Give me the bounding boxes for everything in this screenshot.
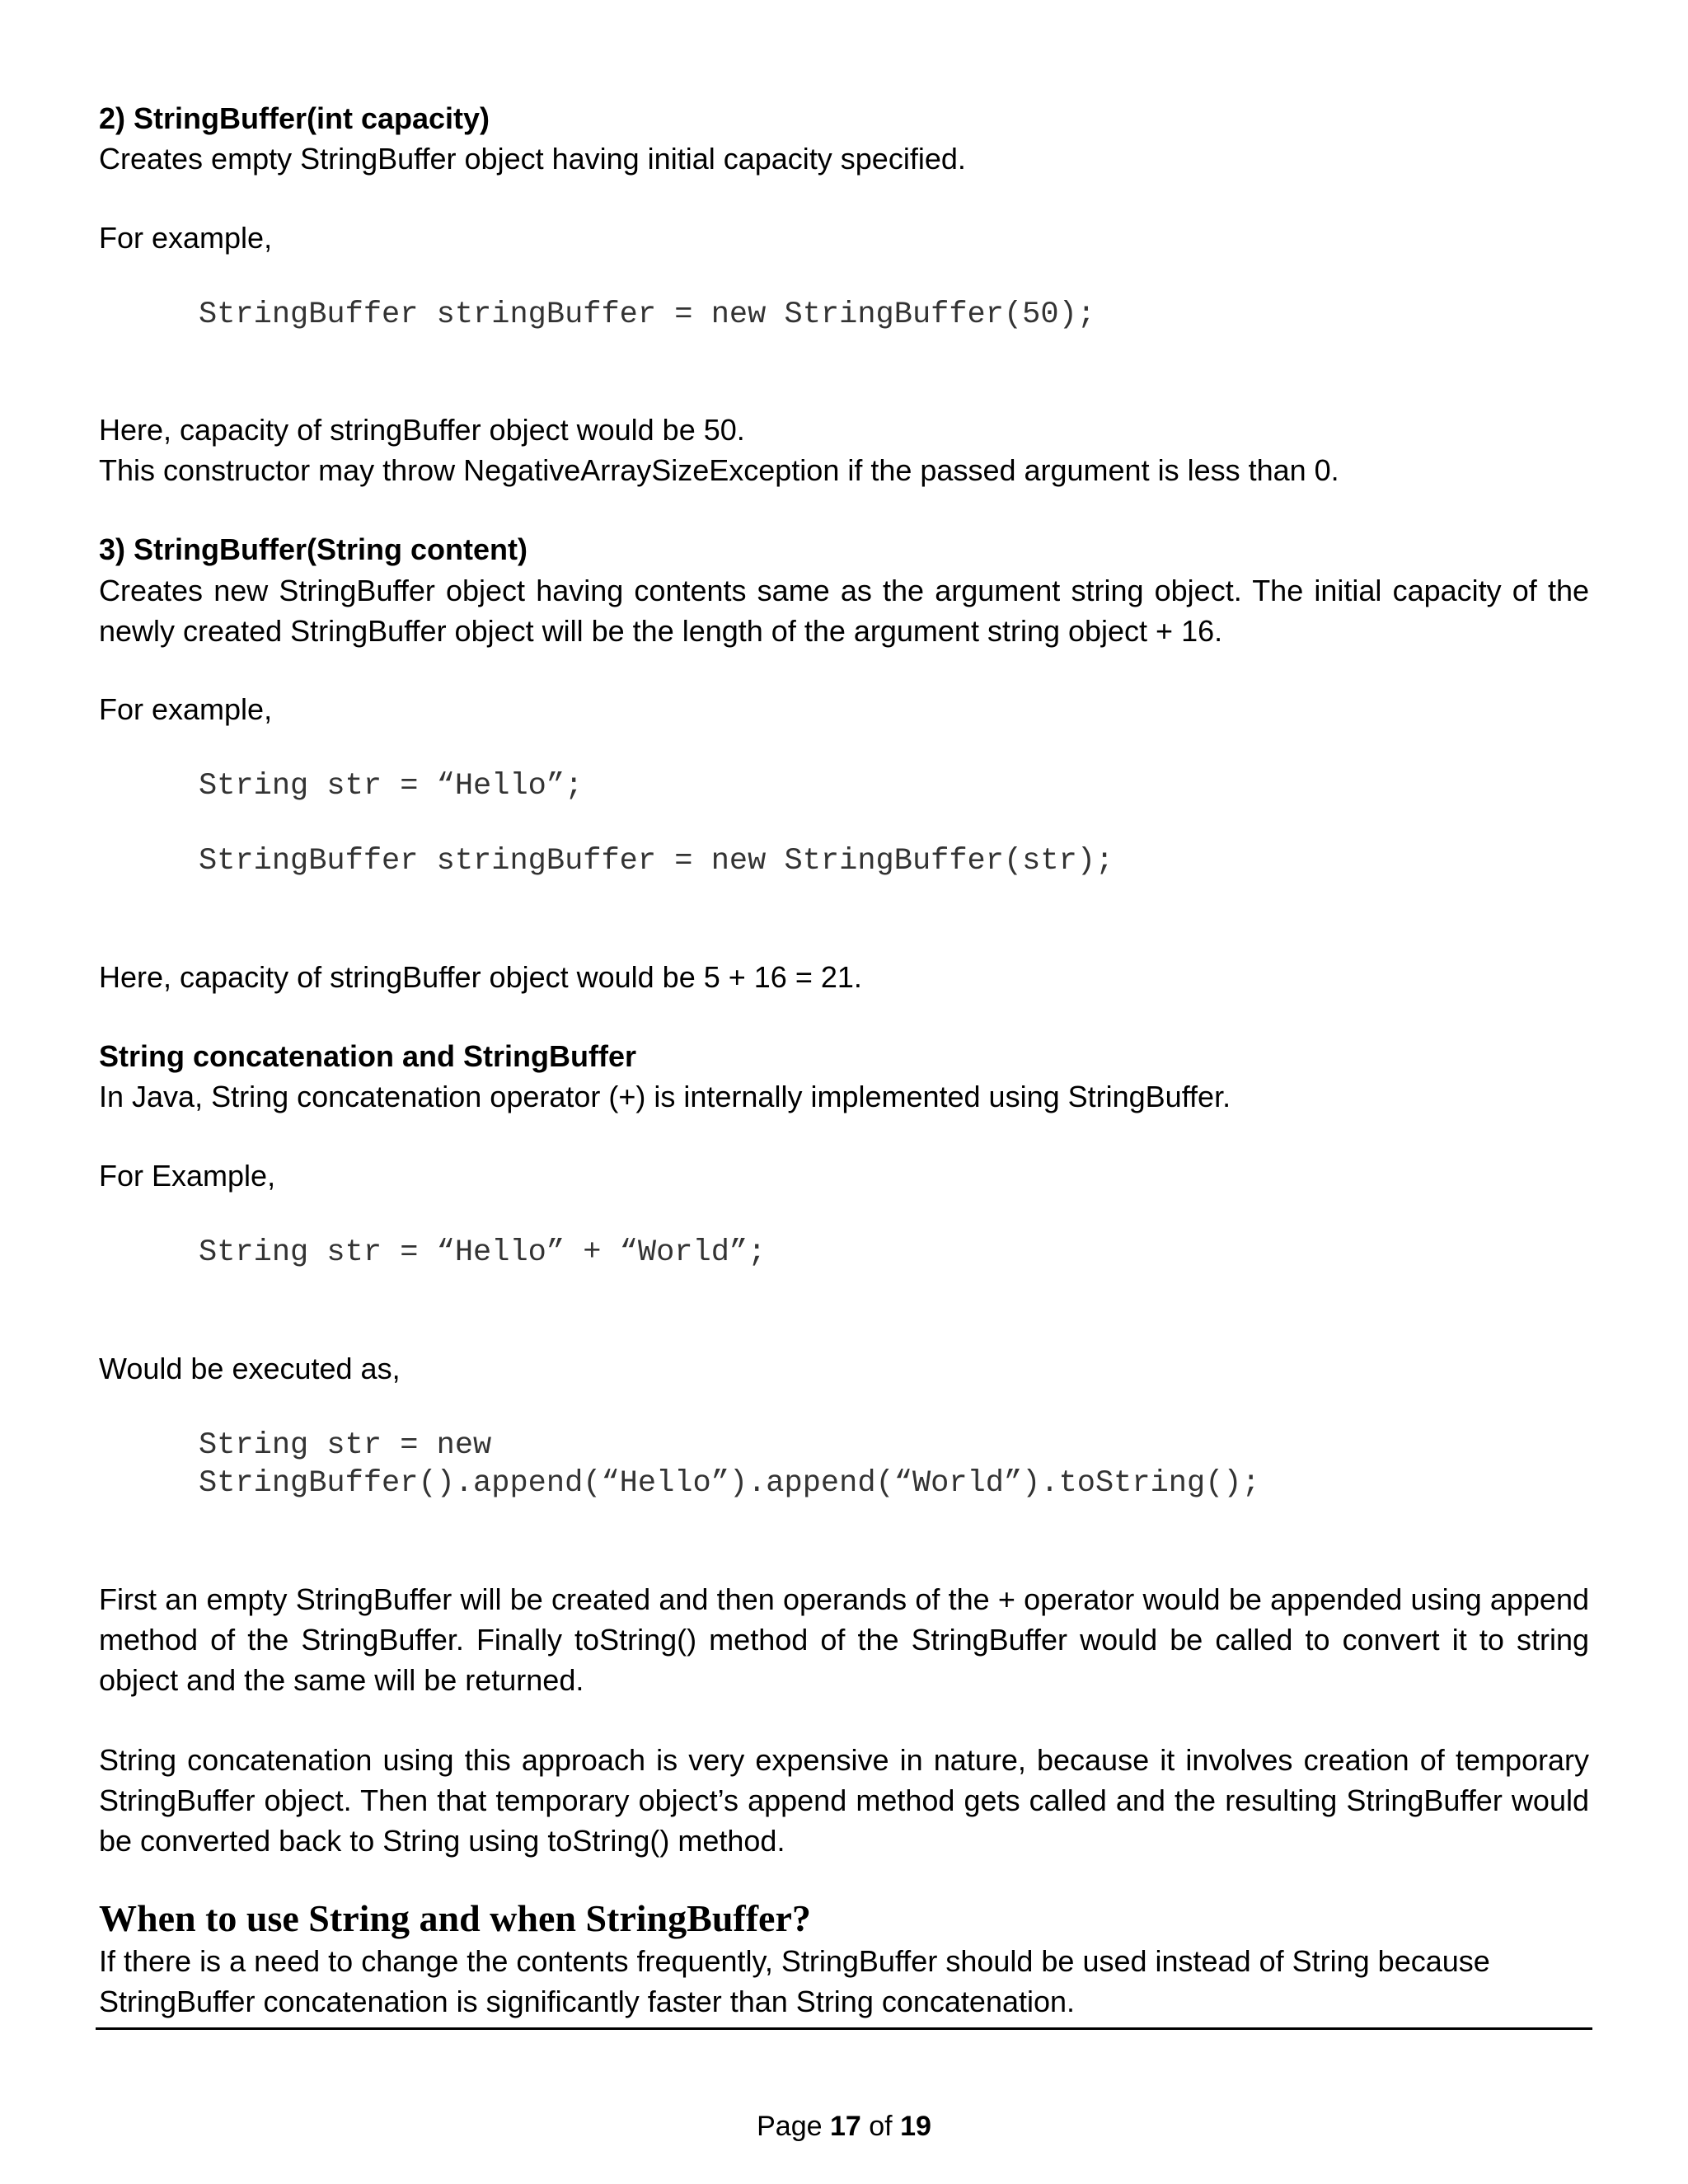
section3-code-line-2: StringBuffer stringBuffer = new StringBuffer(str);	[199, 844, 1114, 879]
footer-current-page: 17	[829, 2111, 861, 2142]
concat-code-line: String str = “Hello” + “World”;	[199, 1235, 767, 1270]
when-line-1: If there is a need to change the contents frequently, StringBuffer should be used instead of String because	[99, 1944, 1490, 1978]
section2-description: Creates empty StringBuffer object having initial capacity specified.	[99, 142, 966, 176]
section-heading-string-concatenation: String concatenation and StringBuffer	[99, 1039, 637, 1073]
section2-note-capacity: Here, capacity of stringBuffer object would be 50.	[99, 413, 745, 447]
section2-note-exception: This constructor may throw NegativeArraySizeException if the passed argument is less than 0.	[99, 453, 1339, 487]
section2-code-line: StringBuffer stringBuffer = new StringBuffer(50);	[199, 298, 1095, 332]
section-heading-when-to-use: When to use String and when StringBuffer?	[99, 1897, 811, 1939]
section-heading-string-buffer-int-capacity: 2) StringBuffer(int capacity)	[99, 101, 490, 135]
concat-paragraph-2: String concatenation using this approach is very expensive in nature, because it involves creation of temporary StringBuffer object. Then that temporary object’s append method gets called and the resulting StringBuffer would be converted back to String using toString() method.	[99, 1743, 1589, 1858]
concat-description: In Java, String concatenation operator (+) is internally implemented using StringBuffer.	[99, 1080, 1231, 1113]
section2-example-label: For example,	[99, 221, 273, 255]
footer-of-word: of	[869, 2111, 893, 2142]
when-line-2: StringBuffer concatenation is significantly faster than String concatenation.	[99, 1985, 1076, 2018]
footer-divider	[96, 2027, 1592, 2030]
footer-page-word: Page	[757, 2111, 823, 2142]
concat-exec-code-line-2: StringBuffer().append(“Hello”).append(“World”).toString();	[199, 1466, 1260, 1501]
section3-note-capacity: Here, capacity of stringBuffer object would be 5 + 16 = 21.	[99, 960, 862, 994]
section3-description: Creates new StringBuffer object having contents same as the argument string object. The initial capacity of the newly created StringBuffer object will be the length of the argument string object + 16.	[99, 574, 1589, 648]
concat-executed-label: Would be executed as,	[99, 1352, 401, 1385]
section3-code-line-1: String str = “Hello”;	[199, 769, 584, 804]
page-footer	[0, 2108, 1688, 2144]
concat-exec-code-line-1: String str = new	[199, 1428, 492, 1463]
concat-paragraph-1: First an empty StringBuffer will be created and then operands of the + operator would be appended using append method of the StringBuffer. Finally toString() method of the StringBuffer would be called to convert it to string object and the same will be returned.	[99, 1582, 1589, 1697]
section3-example-label: For example,	[99, 692, 273, 726]
concat-example-label: For Example,	[99, 1159, 276, 1193]
footer-total-pages: 19	[900, 2111, 931, 2142]
section-heading-string-buffer-string-content: 3) StringBuffer(String content)	[99, 532, 528, 566]
